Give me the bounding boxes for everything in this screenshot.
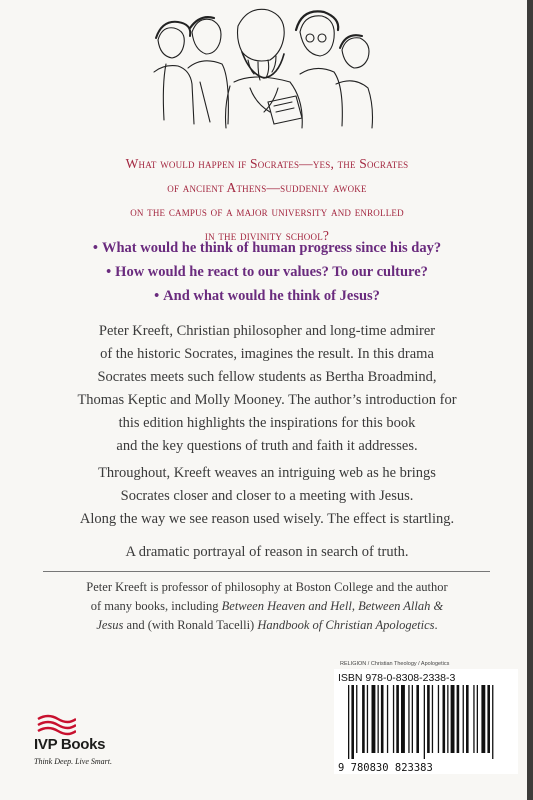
barcode-bar (424, 685, 425, 759)
question-item (20, 236, 514, 260)
description-line: Peter Kreeft, Christian philosopher and long-time admirer (98, 323, 436, 339)
barcode-bar (401, 685, 405, 753)
barcode-bar (457, 685, 460, 753)
barcode-bar (492, 685, 493, 759)
barcode-bar (447, 685, 448, 753)
barcode-bar (412, 685, 413, 753)
description-line: Socrates closer and closer to a meeting with Jesus. (120, 488, 414, 504)
author-bio (20, 578, 514, 635)
barcode-bar (473, 685, 474, 753)
barcode-bar (408, 685, 409, 753)
description-paragraph-2 (20, 462, 514, 531)
barcode-bar (387, 685, 388, 753)
book-title: Jesus (96, 618, 124, 632)
author-bio-line: Jesus and (with Ronald Tacelli) Handbook of Christian Apologetics. (96, 618, 438, 632)
description-line: Along the way we see reason used wisely. The effect is startling. (79, 511, 455, 527)
question-text: How would he react to our values? To our culture? (115, 264, 428, 280)
barcode-bar (438, 685, 439, 753)
description-paragraph-1 (20, 320, 514, 458)
teaser-line: on the campus of a major university and enrolled (130, 204, 404, 219)
isbn-label: ISBN 978-0-8308-2338-3 (338, 672, 456, 684)
students-illustration (150, 2, 378, 130)
flag-icon (36, 713, 76, 737)
tagline: A dramatic portrayal of reason in search of truth. (125, 544, 409, 560)
barcode-bar (443, 685, 446, 753)
divider (43, 571, 490, 572)
barcode-bar (416, 685, 419, 753)
barcode-bar (367, 685, 368, 753)
description-line: Throughout, Kreeft weaves an intriguing web as he brings (98, 465, 436, 481)
barcode-bar (362, 685, 365, 753)
description-line: this edition highlights the inspirations for this book (118, 415, 416, 431)
bullet-icon: • (106, 264, 112, 280)
barcode-bar (393, 685, 394, 753)
publisher-name: IVP Books (34, 736, 106, 753)
barcode-bar (351, 685, 354, 759)
publisher-logo (34, 713, 144, 778)
category-label: RELIGION / Christian Theology / Apologetics (340, 661, 450, 667)
teaser-line: What would happen if Socrates—yes, the Socrates (125, 156, 409, 171)
description-line: of the historic Socrates, imagines the result. In this drama (100, 346, 434, 362)
question-list (20, 236, 514, 308)
description-line: and the key questions of truth and faith it addresses. (116, 438, 418, 454)
author-bio-line: Peter Kreeft is professor of philosophy at Boston College and the author (86, 580, 448, 594)
description-line: Socrates meets such fellow students as Bertha Broadmind, (97, 369, 437, 385)
barcode-area (334, 669, 518, 774)
teaser-line: in the divinity school? (204, 228, 330, 243)
barcode-bar (481, 685, 485, 753)
barcode-bar (356, 685, 357, 753)
book-title: Between Allah & (358, 599, 444, 613)
barcode-bar (396, 685, 399, 753)
cover-edge-band (527, 0, 533, 800)
barcode-bar (466, 685, 469, 753)
barcode-bar (378, 685, 379, 753)
barcode-bar (381, 685, 384, 753)
barcode-bar (348, 685, 349, 759)
barcode-bar (372, 685, 376, 753)
barcode-bar (432, 685, 433, 753)
bullet-icon: • (92, 240, 98, 256)
question-item (20, 284, 514, 308)
book-title: Between Heaven and Hell (221, 599, 352, 613)
barcode-bar (463, 685, 464, 753)
question-item (20, 260, 514, 284)
barcode-bar (477, 685, 478, 753)
bullet-icon: • (154, 288, 160, 304)
publisher-tagline: Think Deep. Live Smart. (34, 757, 112, 766)
question-text: And what would he think of Jesus? (163, 288, 380, 304)
barcode-bar (451, 685, 455, 753)
author-bio-line: of many books, including Between Heaven and Hell, Between Allah & (90, 599, 444, 613)
barcode-number: 9 780830 823383 (338, 762, 433, 774)
barcode-bar (487, 685, 490, 753)
barcode-bar (427, 685, 430, 753)
teaser-line: of ancient Athens—suddenly awoke (167, 180, 367, 195)
description-line: Thomas Keptic and Molly Mooney. The author’s introduction for (77, 392, 457, 408)
question-text: What would he think of human progress since his day? (101, 240, 442, 256)
book-title: Handbook of Christian Apologetics (257, 618, 435, 632)
teaser-text (20, 152, 514, 248)
barcode (334, 685, 518, 774)
